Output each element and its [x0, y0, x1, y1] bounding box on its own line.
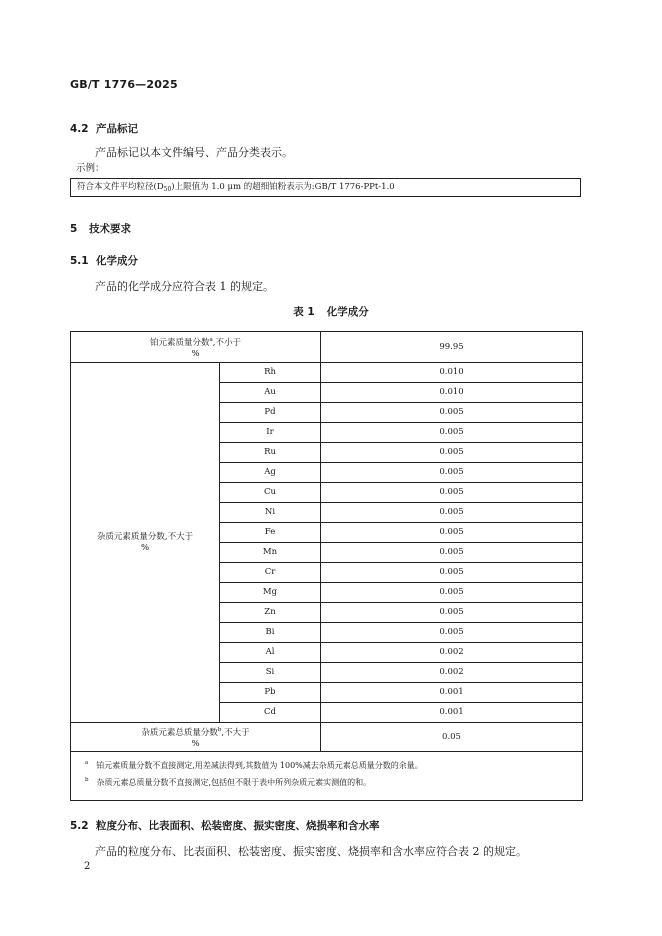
example-label: 示例： — [76, 163, 105, 174]
section-5-2-heading — [70, 818, 380, 833]
section-4-2-text: 产品标记以本文件编号、产品分类表示。 — [95, 146, 293, 159]
table-1-caption — [0, 304, 662, 319]
element-value: 0.002 — [321, 643, 583, 663]
impurity-total-suffix: ,不大于 — [221, 727, 250, 738]
element-value: 0.005 — [321, 523, 583, 543]
chemical-composition-table — [70, 331, 583, 801]
impurity-label-cell — [71, 363, 220, 723]
section-5-2-text: 产品的粒度分布、比表面积、松装密度、振实密度、烧损率和含水率应符合表 2 的规定。 — [95, 845, 527, 858]
element-value: 0.005 — [321, 563, 583, 583]
element-value: 0.010 — [321, 363, 583, 383]
platinum-label: 铂元素质量分数 — [150, 337, 210, 348]
element-symbol: Zn — [220, 603, 321, 623]
section-5-heading — [70, 221, 131, 236]
example-text-post: )上限值为 1.0 μm 的超细铂粉表示为:GB/T 1776-PPt-1.0 — [171, 182, 395, 192]
section-5-1-text: 产品的化学成分应符合表 1 的规定。 — [95, 280, 274, 293]
element-value: 0.010 — [321, 383, 583, 403]
table-footnotes — [71, 752, 583, 801]
platinum-value: 99.95 — [321, 332, 583, 363]
element-symbol: Ag — [220, 463, 321, 483]
section-number: 5 — [70, 223, 78, 235]
element-value: 0.005 — [321, 603, 583, 623]
impurity-total-label: 杂质元素总质量分数 — [141, 727, 218, 738]
footnote-a — [85, 756, 582, 773]
platinum-row — [71, 332, 583, 363]
element-value: 0.005 — [321, 403, 583, 423]
section-5-1-heading — [70, 253, 138, 268]
element-symbol: Ir — [220, 423, 321, 443]
footnote-text: 铂元素质量分数不直接测定,用差减法得到,其数值为 100%减去杂质元素总质量分数的余量。 — [96, 761, 423, 770]
footnote-mark: a — [85, 760, 89, 766]
impurity-total-value: 0.05 — [321, 723, 583, 752]
element-value: 0.005 — [321, 483, 583, 503]
element-symbol: Rh — [220, 363, 321, 383]
section-title: 技术要求 — [89, 223, 131, 235]
platinum-label-cell — [71, 332, 321, 363]
element-value: 0.005 — [321, 423, 583, 443]
footnote-mark: a — [209, 336, 213, 343]
section-number: 5.1 — [70, 255, 89, 267]
platinum-unit: % — [191, 348, 200, 359]
section-title: 粒度分布、比表面积、松装密度、振实密度、烧损率和含水率 — [96, 820, 380, 832]
standard-code-header: GB/T 1776—2025 — [70, 78, 178, 91]
element-symbol: Pd — [220, 403, 321, 423]
section-number: 5.2 — [70, 820, 89, 832]
element-value: 0.005 — [321, 463, 583, 483]
table-caption-number: 表 1 — [293, 306, 315, 318]
element-symbol: Cu — [220, 483, 321, 503]
section-4-2-heading — [70, 121, 138, 136]
example-subscript: 50 — [163, 186, 172, 193]
section-title: 产品标记 — [96, 123, 138, 135]
element-symbol: Si — [220, 663, 321, 683]
element-value: 0.005 — [321, 623, 583, 643]
element-symbol: Pb — [220, 683, 321, 703]
element-symbol: Ru — [220, 443, 321, 463]
element-value: 0.001 — [321, 683, 583, 703]
element-symbol: Al — [220, 643, 321, 663]
element-symbol: Cd — [220, 703, 321, 723]
example-text-pre: 符合本文件平均粒径(D — [77, 182, 164, 192]
element-value: 0.005 — [321, 583, 583, 603]
element-value: 0.005 — [321, 543, 583, 563]
footnote-text: 杂质元素总质量分数不直接测定,包括但不限于表中所列杂质元素实测值的和。 — [96, 778, 372, 787]
footnote-b — [85, 773, 582, 790]
impurity-total-row — [71, 723, 583, 752]
footnotes-row — [71, 752, 583, 801]
element-symbol: Mg — [220, 583, 321, 603]
platinum-suffix: ,不小于 — [212, 337, 241, 348]
element-value: 0.005 — [321, 443, 583, 463]
element-value: 0.002 — [321, 663, 583, 683]
section-title: 化学成分 — [96, 255, 138, 267]
element-value: 0.001 — [321, 703, 583, 723]
impurity-label: 杂质元素质量分数,不大于 — [96, 531, 194, 542]
element-symbol: Cr — [220, 563, 321, 583]
footnote-mark: b — [85, 777, 89, 783]
impurity-row — [71, 363, 583, 383]
element-symbol: Bi — [220, 623, 321, 643]
table-caption-title: 化学成分 — [326, 306, 369, 318]
element-symbol: Au — [220, 383, 321, 403]
impurity-total-label-cell — [71, 723, 321, 752]
element-symbol: Fe — [220, 523, 321, 543]
element-symbol: Ni — [220, 503, 321, 523]
element-symbol: Mn — [220, 543, 321, 563]
section-number: 4.2 — [70, 123, 89, 135]
impurity-total-unit: % — [191, 738, 200, 749]
element-value: 0.005 — [321, 503, 583, 523]
impurity-unit: % — [140, 542, 150, 553]
footnote-mark: b — [217, 726, 222, 733]
example-box — [70, 178, 581, 197]
page-number: 2 — [84, 861, 91, 872]
